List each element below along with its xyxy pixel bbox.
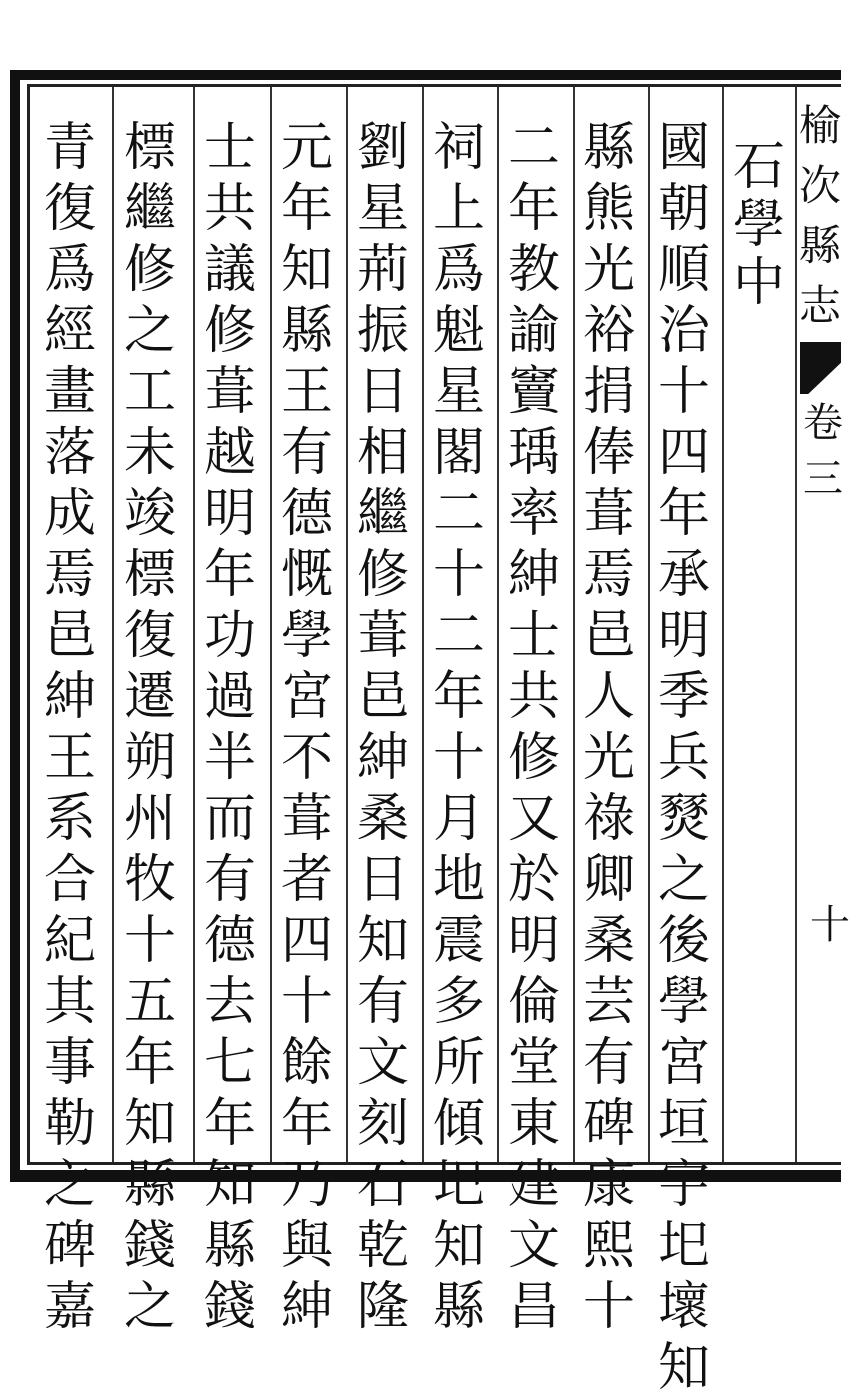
character: 共 bbox=[203, 179, 256, 239]
character: 所 bbox=[432, 1033, 485, 1093]
character: 繼 bbox=[356, 484, 409, 544]
margin-juan-number bbox=[805, 395, 841, 507]
character: 共 bbox=[507, 667, 560, 727]
character: 荊 bbox=[356, 240, 409, 300]
character: 瑀 bbox=[507, 423, 560, 483]
character: 卿 bbox=[582, 850, 635, 910]
character: 明 bbox=[203, 484, 256, 544]
character: 繼 bbox=[123, 179, 176, 239]
character: 與 bbox=[280, 1216, 333, 1276]
character: 十 bbox=[432, 728, 485, 788]
character: 順 bbox=[657, 240, 710, 300]
character: 文 bbox=[356, 1033, 409, 1093]
character: 十 bbox=[280, 972, 333, 1032]
character: 教 bbox=[507, 240, 560, 300]
character: 十 bbox=[123, 911, 176, 971]
character: 之 bbox=[123, 1277, 176, 1337]
character: 錢 bbox=[203, 1277, 256, 1337]
character: 餘 bbox=[280, 1033, 333, 1093]
frame-left-inner-border bbox=[27, 84, 30, 1165]
character: 議 bbox=[203, 240, 256, 300]
character: 圯 bbox=[657, 1216, 710, 1276]
character: 縣 bbox=[582, 118, 635, 178]
character: 垣 bbox=[657, 1094, 710, 1154]
character: 芸 bbox=[582, 972, 635, 1032]
character: 壞 bbox=[657, 1277, 710, 1337]
character: 日 bbox=[356, 362, 409, 422]
character: 熊 bbox=[582, 179, 635, 239]
character: 劉 bbox=[356, 118, 409, 178]
character: 星 bbox=[356, 179, 409, 239]
margin-book-title bbox=[800, 96, 840, 336]
character: 有 bbox=[280, 423, 333, 483]
character: 縣 bbox=[203, 1216, 256, 1276]
character: 星 bbox=[432, 362, 485, 422]
character: 宇 bbox=[657, 1155, 710, 1215]
character: 志 bbox=[799, 281, 842, 330]
character: 復 bbox=[43, 179, 96, 239]
character: 率 bbox=[507, 484, 560, 544]
text-column-9 bbox=[34, 118, 106, 1338]
character: 王 bbox=[280, 362, 333, 422]
character: 碑 bbox=[582, 1094, 635, 1154]
character: 石 bbox=[732, 137, 785, 197]
character: 去 bbox=[203, 972, 256, 1032]
character: 嘉 bbox=[43, 1277, 96, 1337]
character: 縣 bbox=[432, 1277, 485, 1337]
character: 王 bbox=[43, 728, 96, 788]
character: 宮 bbox=[280, 667, 333, 727]
character: 合 bbox=[43, 850, 96, 910]
character: 青 bbox=[43, 118, 96, 178]
character: 半 bbox=[203, 728, 256, 788]
character: 年 bbox=[507, 179, 560, 239]
character: 七 bbox=[203, 1033, 256, 1093]
character: 四 bbox=[280, 911, 333, 971]
character: 有 bbox=[582, 1033, 635, 1093]
character: 俸 bbox=[582, 423, 635, 483]
character: 季 bbox=[657, 667, 710, 727]
text-column-8 bbox=[114, 118, 186, 1338]
character: 知 bbox=[280, 240, 333, 300]
character: 石 bbox=[356, 1155, 409, 1215]
character: 振 bbox=[356, 301, 409, 361]
character: 其 bbox=[43, 972, 96, 1032]
character: 榆 bbox=[799, 101, 842, 150]
character: 有 bbox=[356, 972, 409, 1032]
character: 震 bbox=[432, 911, 485, 971]
character: 桑 bbox=[582, 911, 635, 971]
character: 年 bbox=[657, 484, 710, 544]
character: 系 bbox=[43, 789, 96, 849]
character: 東 bbox=[507, 1094, 560, 1154]
character: 紀 bbox=[43, 911, 96, 971]
character: 於 bbox=[507, 850, 560, 910]
character: 復 bbox=[123, 606, 176, 666]
character: 裕 bbox=[582, 301, 635, 361]
character: 桑 bbox=[356, 789, 409, 849]
character: 縣 bbox=[280, 301, 333, 361]
character: 知 bbox=[657, 1338, 710, 1398]
character: 邑 bbox=[43, 606, 96, 666]
character: 中 bbox=[732, 253, 785, 313]
character: 修 bbox=[203, 301, 256, 361]
character: 三 bbox=[803, 456, 843, 502]
text-column-5 bbox=[347, 118, 419, 1338]
character: 祠 bbox=[432, 118, 485, 178]
character: 月 bbox=[432, 789, 485, 849]
character: 慨 bbox=[280, 545, 333, 605]
character: 標 bbox=[123, 545, 176, 605]
character: 落 bbox=[43, 423, 96, 483]
text-column-3 bbox=[498, 118, 570, 1338]
character: 葺 bbox=[280, 789, 333, 849]
character: 遷 bbox=[123, 667, 176, 727]
character: 年 bbox=[203, 1094, 256, 1154]
character: 紳 bbox=[507, 545, 560, 605]
character: 勒 bbox=[43, 1094, 96, 1154]
character: 未 bbox=[123, 423, 176, 483]
text-column-1 bbox=[648, 118, 720, 1399]
character: 刻 bbox=[356, 1094, 409, 1154]
character: 文 bbox=[507, 1216, 560, 1276]
character: 二 bbox=[507, 118, 560, 178]
character: 建 bbox=[507, 1155, 560, 1215]
character: 州 bbox=[123, 789, 176, 849]
character: 圯 bbox=[432, 1155, 485, 1215]
text-column-6 bbox=[271, 118, 343, 1338]
character: 紳 bbox=[280, 1277, 333, 1337]
character: 後 bbox=[657, 911, 710, 971]
character: 堂 bbox=[507, 1033, 560, 1093]
character: 朔 bbox=[123, 728, 176, 788]
character: 祿 bbox=[582, 789, 635, 849]
character: 縣 bbox=[123, 1155, 176, 1215]
character: 錢 bbox=[123, 1216, 176, 1276]
character: 捐 bbox=[582, 362, 635, 422]
character: 之 bbox=[657, 850, 710, 910]
character: 國 bbox=[657, 118, 710, 178]
character: 光 bbox=[582, 240, 635, 300]
character: 德 bbox=[280, 484, 333, 544]
character: 卷 bbox=[803, 400, 843, 446]
character: 年 bbox=[280, 1094, 333, 1154]
character: 兵 bbox=[657, 728, 710, 788]
character: 年 bbox=[203, 545, 256, 605]
character: 而 bbox=[203, 789, 256, 849]
character: 知 bbox=[123, 1094, 176, 1154]
character: 傾 bbox=[432, 1094, 485, 1154]
character: 魁 bbox=[432, 301, 485, 361]
character: 治 bbox=[657, 301, 710, 361]
character: 知 bbox=[432, 1216, 485, 1276]
character: 之 bbox=[123, 301, 176, 361]
character: 次 bbox=[799, 161, 842, 210]
character: 明 bbox=[507, 911, 560, 971]
text-column-7 bbox=[194, 118, 266, 1338]
text-column-4 bbox=[423, 118, 495, 1338]
character: 承 bbox=[657, 545, 710, 605]
character: 相 bbox=[356, 423, 409, 483]
character: 五 bbox=[123, 972, 176, 1032]
character: 士 bbox=[507, 606, 560, 666]
character: 年 bbox=[123, 1033, 176, 1093]
character: 乾 bbox=[356, 1216, 409, 1276]
character: 燹 bbox=[657, 789, 710, 849]
character: 昌 bbox=[507, 1277, 560, 1337]
character: 多 bbox=[432, 972, 485, 1032]
character: 十 bbox=[657, 362, 710, 422]
character: 爲 bbox=[432, 240, 485, 300]
character: 紳 bbox=[356, 728, 409, 788]
character: 士 bbox=[203, 118, 256, 178]
character: 上 bbox=[432, 179, 485, 239]
character: 諭 bbox=[507, 301, 560, 361]
section-heading bbox=[723, 138, 795, 312]
character: 明 bbox=[657, 606, 710, 666]
frame-top-inner-border bbox=[30, 84, 841, 87]
margin-page-number: 十 bbox=[810, 902, 850, 948]
character: 年 bbox=[280, 179, 333, 239]
character: 標 bbox=[123, 118, 176, 178]
character: 竣 bbox=[123, 484, 176, 544]
character: 倫 bbox=[507, 972, 560, 1032]
character: 十 bbox=[582, 1277, 635, 1337]
character: 二 bbox=[432, 484, 485, 544]
character: 焉 bbox=[582, 545, 635, 605]
character: 人 bbox=[582, 667, 635, 727]
character: 縣 bbox=[799, 221, 842, 270]
frame-top-border bbox=[10, 70, 841, 80]
character: 葺 bbox=[582, 484, 635, 544]
character: 德 bbox=[203, 911, 256, 971]
character: 工 bbox=[123, 362, 176, 422]
character: 又 bbox=[507, 789, 560, 849]
character: 學 bbox=[732, 195, 785, 255]
character: 功 bbox=[203, 606, 256, 666]
character: 學 bbox=[280, 606, 333, 666]
frame-left-border bbox=[10, 70, 20, 1182]
character: 朝 bbox=[657, 179, 710, 239]
character: 康 bbox=[582, 1155, 635, 1215]
text-column-2 bbox=[573, 118, 645, 1338]
character: 有 bbox=[203, 850, 256, 910]
character: 知 bbox=[356, 911, 409, 971]
character: 焉 bbox=[43, 545, 96, 605]
character: 熙 bbox=[582, 1216, 635, 1276]
character: 成 bbox=[43, 484, 96, 544]
character: 碑 bbox=[43, 1216, 96, 1276]
character: 二 bbox=[432, 606, 485, 666]
character: 爲 bbox=[43, 240, 96, 300]
character: 邑 bbox=[582, 606, 635, 666]
character: 光 bbox=[582, 728, 635, 788]
character: 修 bbox=[356, 545, 409, 605]
character: 乃 bbox=[280, 1155, 333, 1215]
character: 地 bbox=[432, 850, 485, 910]
character: 不 bbox=[280, 728, 333, 788]
character: 十 bbox=[432, 545, 485, 605]
character: 過 bbox=[203, 667, 256, 727]
character: 邑 bbox=[356, 667, 409, 727]
character: 修 bbox=[507, 728, 560, 788]
character: 學 bbox=[657, 972, 710, 1032]
character: 年 bbox=[432, 667, 485, 727]
character: 葺 bbox=[356, 606, 409, 666]
character: 經 bbox=[43, 301, 96, 361]
character: 日 bbox=[356, 850, 409, 910]
character: 知 bbox=[203, 1155, 256, 1215]
character: 紳 bbox=[43, 667, 96, 727]
character: 宮 bbox=[657, 1033, 710, 1093]
character: 修 bbox=[123, 240, 176, 300]
character: 葺 bbox=[203, 362, 256, 422]
character: 者 bbox=[280, 850, 333, 910]
character: 畫 bbox=[43, 362, 96, 422]
character: 閣 bbox=[432, 423, 485, 483]
character: 之 bbox=[43, 1155, 96, 1215]
character: 事 bbox=[43, 1033, 96, 1093]
character: 四 bbox=[657, 423, 710, 483]
character: 隆 bbox=[356, 1277, 409, 1337]
character: 竇 bbox=[507, 362, 560, 422]
character: 越 bbox=[203, 423, 256, 483]
character: 元 bbox=[280, 118, 333, 178]
character: 牧 bbox=[123, 850, 176, 910]
